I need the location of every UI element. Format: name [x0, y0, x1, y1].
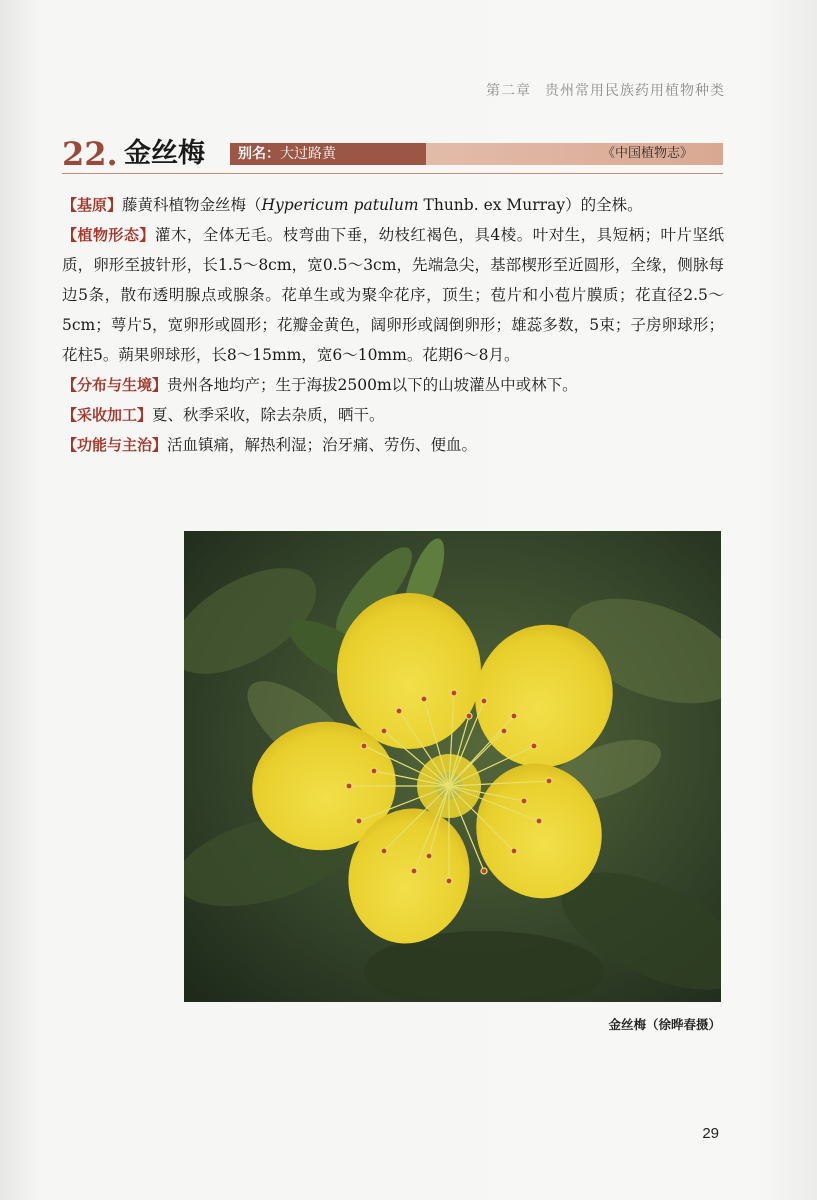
chapter-number: 第二章 — [486, 83, 531, 99]
running-header — [486, 80, 725, 100]
section-text: 活血镇痛，解热利湿；治牙痛、劳伤、便血。 — [167, 436, 478, 454]
section-text: Thunb. ex Murray）的全株。 — [418, 196, 643, 214]
title-divider — [62, 173, 723, 174]
section-text: 灌木，全体无毛。枝弯曲下垂，幼枝红褐色，具4棱。叶对生，具短柄；叶片坚纸质，卵形至披针形，长1.5～8cm，宽0.5～3cm，先端急尖，基部楔形至近圆形，全缘，侧脉每边5条，散布透明腺点或腺条。花单生或为聚伞花序，顶生；苞片和小苞片膜质；花直径2.5～5cm；萼片5，宽卵形或圆形；花瓣金黄色，阔卵形或阔倒卵形；雄蕊多数，5束；子房卵球形；花柱5。蒴果卵球形，长8～15mm，宽6～10mm。花期6～8月。 — [62, 226, 724, 364]
chapter-title: 贵州常用民族药用植物种类 — [545, 83, 725, 99]
flower-photo-image — [184, 531, 721, 1002]
section-label: 【分布与生境】 — [62, 376, 168, 394]
latin-name: Hypericum patulum — [261, 196, 419, 214]
section-text: 夏、秋季采收，除去杂质，晒干。 — [152, 406, 385, 424]
alias-value: 大过路黄 — [280, 146, 336, 162]
section-morphology — [62, 220, 724, 370]
alias-box — [230, 143, 426, 165]
entry-title-row — [62, 134, 723, 174]
entry-body — [62, 190, 724, 460]
section-distribution — [62, 370, 724, 400]
section-harvest — [62, 400, 724, 430]
alias-label: 别名： — [238, 146, 280, 162]
section-text: 贵州各地均产；生于海拔2500m以下的山坡灌丛中或林下。 — [167, 376, 578, 394]
page-number: 29 — [702, 1125, 719, 1142]
section-label: 【功能与主治】 — [62, 436, 168, 454]
source-reference: 《中国植物志》 — [601, 146, 693, 161]
section-text: 藤黄科植物金丝梅（ — [122, 196, 262, 214]
entry-number: 22. — [62, 135, 118, 173]
entry-name: 金丝梅 — [124, 138, 205, 169]
photo-caption: 金丝梅（徐晔春摄） — [608, 1017, 721, 1032]
section-function — [62, 430, 724, 460]
section-label: 【采收加工】 — [62, 406, 153, 424]
flower-photo — [184, 531, 721, 1002]
section-origin — [62, 190, 724, 220]
section-label: 【植物形态】 — [62, 226, 155, 244]
section-label: 【基原】 — [62, 196, 123, 214]
